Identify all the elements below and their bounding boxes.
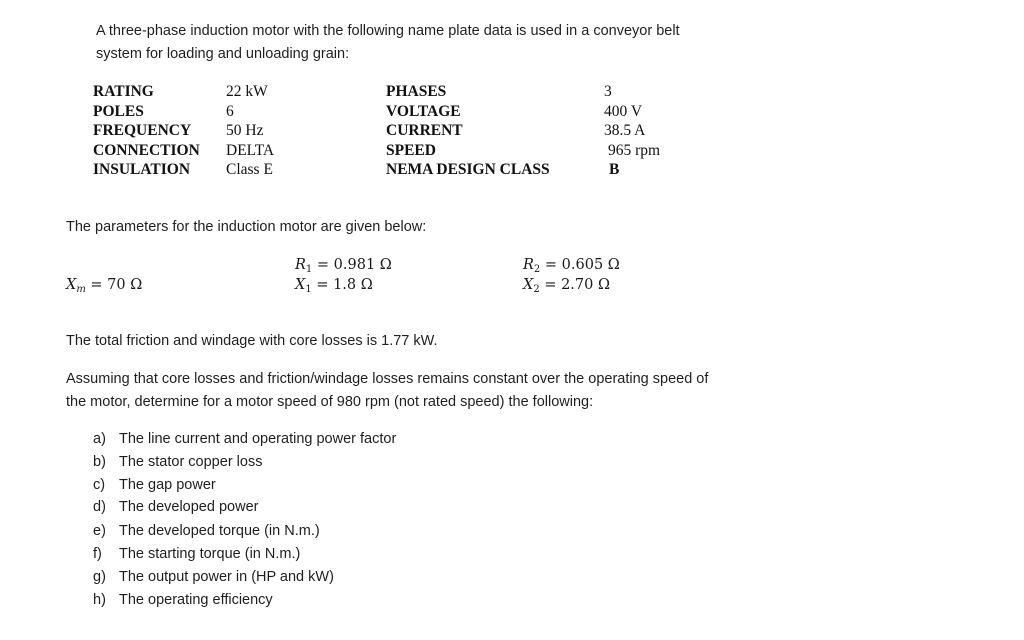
x2-param (523, 277, 610, 295)
intro-line-1: A three-phase induction motor with the following name plate data is used in a conveyor belt (96, 23, 680, 39)
r1-symbol: R (295, 257, 306, 273)
x1-subscript: 1 (305, 284, 312, 295)
phases-label: PHASES (386, 83, 447, 100)
speed-label: SPEED (386, 142, 436, 159)
intro-line-2: system for loading and unloading grain: (96, 46, 350, 62)
list-item (93, 454, 262, 470)
connection-label: CONNECTION (93, 142, 200, 159)
list-item (93, 431, 396, 447)
voltage-value: 400 V (604, 103, 643, 120)
xm-param (66, 277, 142, 295)
list-item-text: The stator copper loss (119, 454, 263, 470)
list-item-text: The developed power (119, 499, 259, 515)
list-item (93, 569, 334, 585)
current-value: 38.5 A (604, 122, 646, 139)
assumption-line-1: Assuming that core losses and friction/windage losses remains constant over the operating speed of (66, 371, 709, 387)
xm-symbol: X (66, 277, 77, 293)
nema-value: B (609, 161, 620, 178)
list-item-text: The developed torque (in N.m.) (119, 523, 320, 539)
connection-value: DELTA (226, 142, 275, 159)
list-item-letter: a) (93, 431, 106, 447)
r1-subscript: 1 (305, 264, 313, 275)
list-item-letter: f) (93, 546, 102, 562)
x1-value: = 1.8 Ω (316, 277, 373, 293)
x2-subscript: 2 (533, 284, 540, 295)
list-item-text: The operating efficiency (119, 592, 273, 608)
assumption-line-2: the motor, determine for a motor speed of 980 rpm (not rated speed) the following: (66, 394, 594, 410)
list-item-text: The starting torque (in N.m.) (119, 546, 301, 562)
current-label: CURRENT (386, 122, 463, 139)
poles-label: POLES (93, 103, 144, 120)
phases-value: 3 (604, 83, 612, 100)
poles-value: 6 (226, 103, 234, 120)
xm-value: = 70 Ω (90, 277, 143, 293)
insulation-value: Class E (226, 161, 273, 178)
insulation-label: INSULATION (93, 161, 191, 178)
list-item-letter: g) (93, 569, 106, 585)
x1-param (295, 277, 373, 295)
list-item-letter: c) (93, 477, 106, 493)
x2-symbol: X (523, 277, 534, 293)
r2-symbol: R (523, 257, 534, 273)
r1-value: = 0.981 Ω (316, 257, 392, 273)
xm-subscript: m (76, 284, 86, 295)
losses-text: The total friction and windage with core losses is 1.77 kW. (66, 333, 438, 349)
list-item (93, 499, 258, 515)
frequency-label: FREQUENCY (93, 122, 192, 139)
list-item (93, 523, 320, 539)
list-item-text: The gap power (119, 477, 216, 493)
rating-value: 22 kW (226, 83, 268, 100)
nema-label: NEMA DESIGN CLASS (386, 161, 550, 178)
x1-symbol: X (295, 277, 306, 293)
params-intro: The parameters for the induction motor are given below: (66, 219, 427, 235)
list-item-text: The line current and operating power factor (119, 431, 397, 447)
rating-label: RATING (93, 83, 154, 100)
list-item (93, 592, 273, 608)
x2-value: = 2.70 Ω (544, 277, 610, 293)
list-item-letter: h) (93, 592, 106, 608)
list-item (93, 477, 216, 493)
list-item-letter: b) (93, 454, 106, 470)
r2-value: = 0.605 Ω (544, 257, 620, 273)
speed-value: 965 rpm (608, 142, 661, 159)
r2-param (523, 257, 620, 275)
list-item (93, 546, 300, 562)
list-item-letter: d) (93, 499, 106, 515)
list-item-letter: e) (93, 523, 106, 539)
r1-param (295, 257, 392, 275)
list-item-text: The output power in (HP and kW) (119, 569, 334, 585)
voltage-label: VOLTAGE (386, 103, 461, 120)
r2-subscript: 2 (533, 264, 541, 275)
frequency-value: 50 Hz (226, 122, 264, 139)
